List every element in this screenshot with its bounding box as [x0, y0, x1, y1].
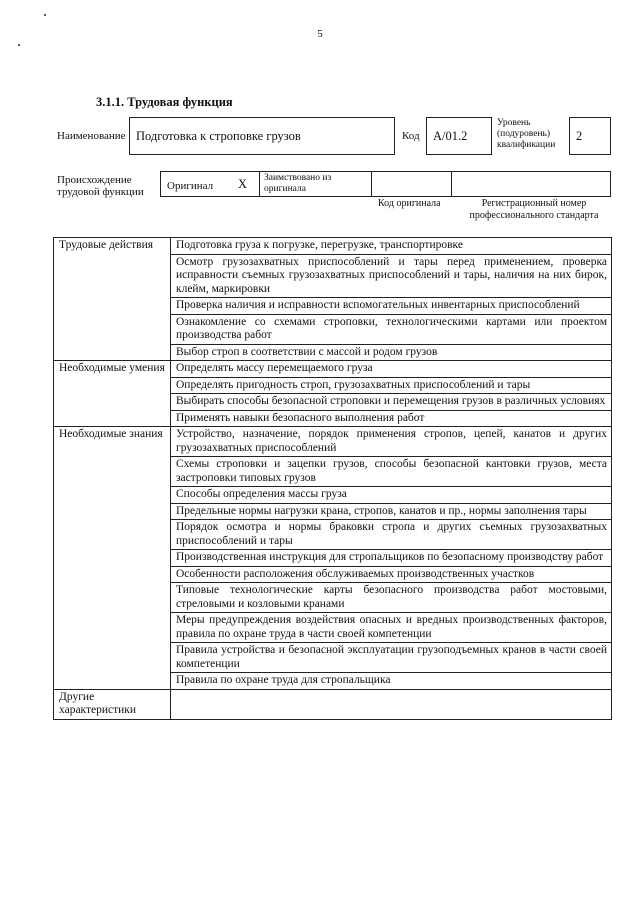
- skills-item: Применять навыки безопасного выполнения работ: [171, 410, 612, 427]
- knowledge-item: Устройство, назначение, порядок применения стропов, цепей, канатов и других грузозахватных приспособлений: [171, 427, 612, 457]
- labor-function-table: [53, 237, 612, 720]
- labor-actions-label: Трудовые действия: [54, 238, 171, 361]
- scan-speck: [44, 14, 46, 16]
- skills-item: Определять пригодность строп, грузозахватных приспособлений и тары: [171, 377, 612, 394]
- function-name-field: [129, 117, 395, 155]
- code-value: А/01.2: [433, 128, 468, 143]
- knowledge-item: Способы определения массы груза: [171, 487, 612, 504]
- knowledge-item: Особенности расположения обслуживаемых производственных участков: [171, 566, 612, 583]
- labor-actions-row: [54, 238, 612, 255]
- origin-divider: [451, 171, 452, 197]
- knowledge-item: Правила устройства и безопасной эксплуатации грузоподъемных кранов в части своей компетенции: [171, 643, 612, 673]
- knowledge-item: Схемы строповки и зацепки грузов, способы безопасной кантовки грузов, места застроповки типовых грузов: [171, 457, 612, 487]
- knowledge-item: Меры предупреждения воздействия опасных и вредных производственных факторов, правила по охране труда в части своей компетенции: [171, 613, 612, 643]
- labor-actions-item: Осмотр грузозахватных приспособлений и тары перед применением, проверка исправности съемных грузозахватных приспособлений и тары, наличия на них бирок, клейм, маркировки: [171, 254, 612, 298]
- other-row: [54, 689, 612, 719]
- section-title: 3.1.1. Трудовая функция: [96, 95, 233, 109]
- knowledge-label: Необходимые знания: [54, 427, 171, 690]
- page-number: 5: [317, 28, 323, 40]
- scan-speck: [18, 44, 20, 46]
- reg-number-caption: Регистрационный номер профессионального стандарта: [469, 198, 599, 221]
- knowledge-item: Порядок осмотра и нормы браковки стропа и других съемных грузозахватных приспособлений и тары: [171, 520, 612, 550]
- origin-divider: [259, 171, 260, 197]
- other-value: [171, 689, 612, 719]
- borrowed-label: Заимствовано из оригинала: [264, 173, 332, 194]
- knowledge-item: Типовые технологические карты безопасного производства работ мостовыми, стреловыми и козловыми кранами: [171, 583, 612, 613]
- level-value: 2: [576, 128, 583, 143]
- function-name-value: Подготовка к строповке грузов: [136, 128, 301, 143]
- knowledge-item: Правила по охране труда для стропальщика: [171, 673, 612, 690]
- code-original-caption: Код оригинала: [378, 198, 441, 209]
- skills-item: Выбирать способы безопасной строповки и перемещения грузов в различных условиях: [171, 394, 612, 411]
- knowledge-row: [54, 427, 612, 457]
- name-label: Наименование: [57, 130, 126, 142]
- origin-row: [160, 171, 611, 197]
- labor-actions-item: Ознакомление со схемами строповки, технологическими картами или проектом производства работ: [171, 314, 612, 344]
- labor-actions-item: Выбор строп в соответствии с массой и родом грузов: [171, 344, 612, 361]
- code-field: [426, 117, 492, 155]
- skills-item: Определять массу перемещаемого груза: [171, 361, 612, 378]
- labor-actions-item: Подготовка груза к погрузке, перегрузке, транспортировке: [171, 238, 612, 255]
- knowledge-item: Производственная инструкция для стропальщиков по безопасному производству работ: [171, 550, 612, 567]
- original-label: Оригинал: [167, 180, 214, 192]
- origin-divider: [371, 171, 372, 197]
- level-label: Уровень (подуровень) квалификации: [497, 118, 556, 150]
- original-mark: X: [238, 177, 248, 191]
- skills-row: [54, 361, 612, 378]
- labor-actions-item: Проверка наличия и исправности вспомогательных инвентарных приспособлений: [171, 298, 612, 315]
- skills-label: Необходимые умения: [54, 361, 171, 427]
- origin-label: Происхождение трудовой функции: [57, 174, 144, 198]
- level-field: [569, 117, 611, 155]
- other-label: Другие характеристики: [54, 689, 171, 719]
- code-label: Код: [402, 130, 420, 142]
- knowledge-item: Предельные нормы нагрузки крана, стропов, канатов и пр., нормы заполнения тары: [171, 503, 612, 520]
